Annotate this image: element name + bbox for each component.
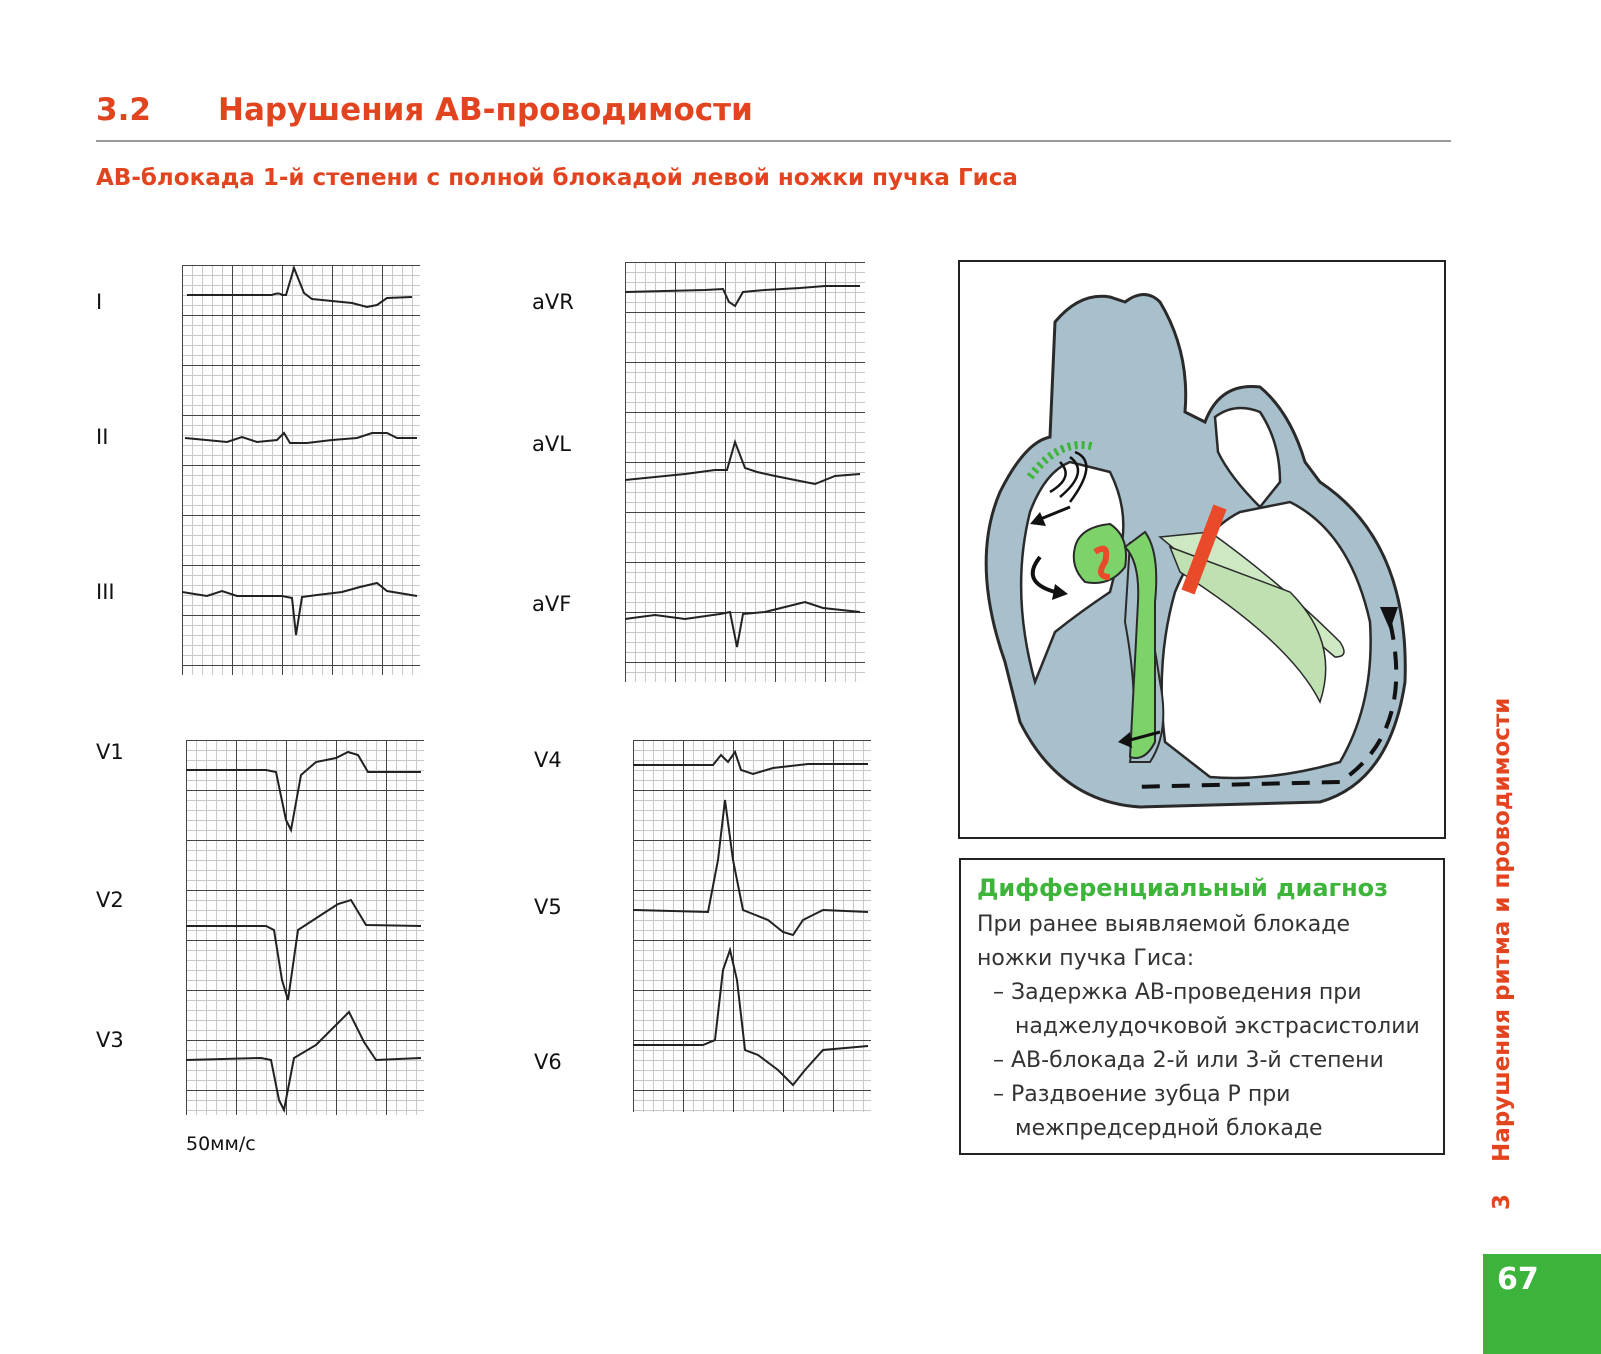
differential-diagnosis-box [959,858,1445,1155]
page-subtitle: АВ-блокада 1-й степени с полной блокадой левой ножки пучка Гиса [96,165,1018,191]
ecg-trace-II [185,433,417,443]
paper-speed-label: 50мм/с [186,1133,256,1155]
list-item-line2: наджелудочковой экстрасистолии [1015,1014,1420,1039]
lead-label-V1: V1 [96,740,124,764]
list-item [977,976,1443,1044]
ecg-trace-V1 [186,752,421,830]
lead-label-V3: V3 [96,1028,124,1052]
lead-label-aVF: aVF [532,592,572,616]
lead-label-V2: V2 [96,888,124,912]
lead-label-III: III [96,580,115,604]
section-title: Нарушения АВ-проводимости [218,92,753,128]
lead-label-V6: V6 [534,1050,562,1074]
list-item [977,1044,1443,1078]
list-item-line1: – АВ-блокада 2-й или 3-й степени [993,1048,1384,1073]
differential-diagnosis-title: Дифференциальный диагноз [977,874,1389,902]
lead-label-aVR: aVR [532,290,574,314]
section-number: 3.2 [96,92,151,128]
lead-label-I: I [96,290,103,314]
ecg-trace-aVL [625,442,860,484]
page-number-tab [1483,1254,1601,1354]
ecg-strip-limb-leads [182,265,420,675]
ecg-strip-augmented-leads [625,262,865,682]
chapter-side-label [1482,697,1522,1210]
ecg-trace-V5 [633,800,868,935]
lead-label-V5: V5 [534,895,562,919]
lead-label-aVL: aVL [532,432,571,456]
ecg-trace-V4 [633,752,868,774]
lead-label-II: II [96,425,109,449]
ecg-trace-aVR [625,286,860,306]
chapter-title: Нарушения ритма и проводимости [1489,697,1515,1162]
list-item [977,1078,1443,1146]
ecg-trace-V6 [633,950,868,1085]
ecg-strip-v1-v3 [186,740,424,1115]
heart-conduction-diagram [958,260,1446,839]
ecg-traces-v1-v3 [186,740,424,1115]
lead-label-V4: V4 [534,748,562,772]
differential-intro-line2: ножки пучка Гиса: [977,946,1195,971]
ecg-trace-III [182,583,417,635]
page-number: 67 [1497,1262,1539,1297]
ecg-traces-v4-v6 [633,740,871,1112]
list-item-line1: – Задержка АВ-проведения при [993,980,1362,1005]
ecg-trace-V3 [186,1012,421,1110]
ecg-trace-aVF [625,602,860,647]
ecg-traces-augmented [625,262,865,682]
ecg-strip-v4-v6 [633,740,871,1112]
chapter-number: 3 [1489,1193,1515,1210]
ecg-trace-I [187,268,412,307]
list-item-line2: межпредсердной блокаде [1015,1116,1323,1141]
ecg-traces-limb [182,265,420,675]
differential-intro-line1: При ранее выявляемой блокаде [977,912,1351,937]
heart-conduction-diagram-icon [960,262,1444,837]
ecg-trace-V2 [186,900,421,1000]
list-item-line1: – Раздвоение зубца Р при [993,1082,1291,1107]
title-divider [96,140,1451,142]
